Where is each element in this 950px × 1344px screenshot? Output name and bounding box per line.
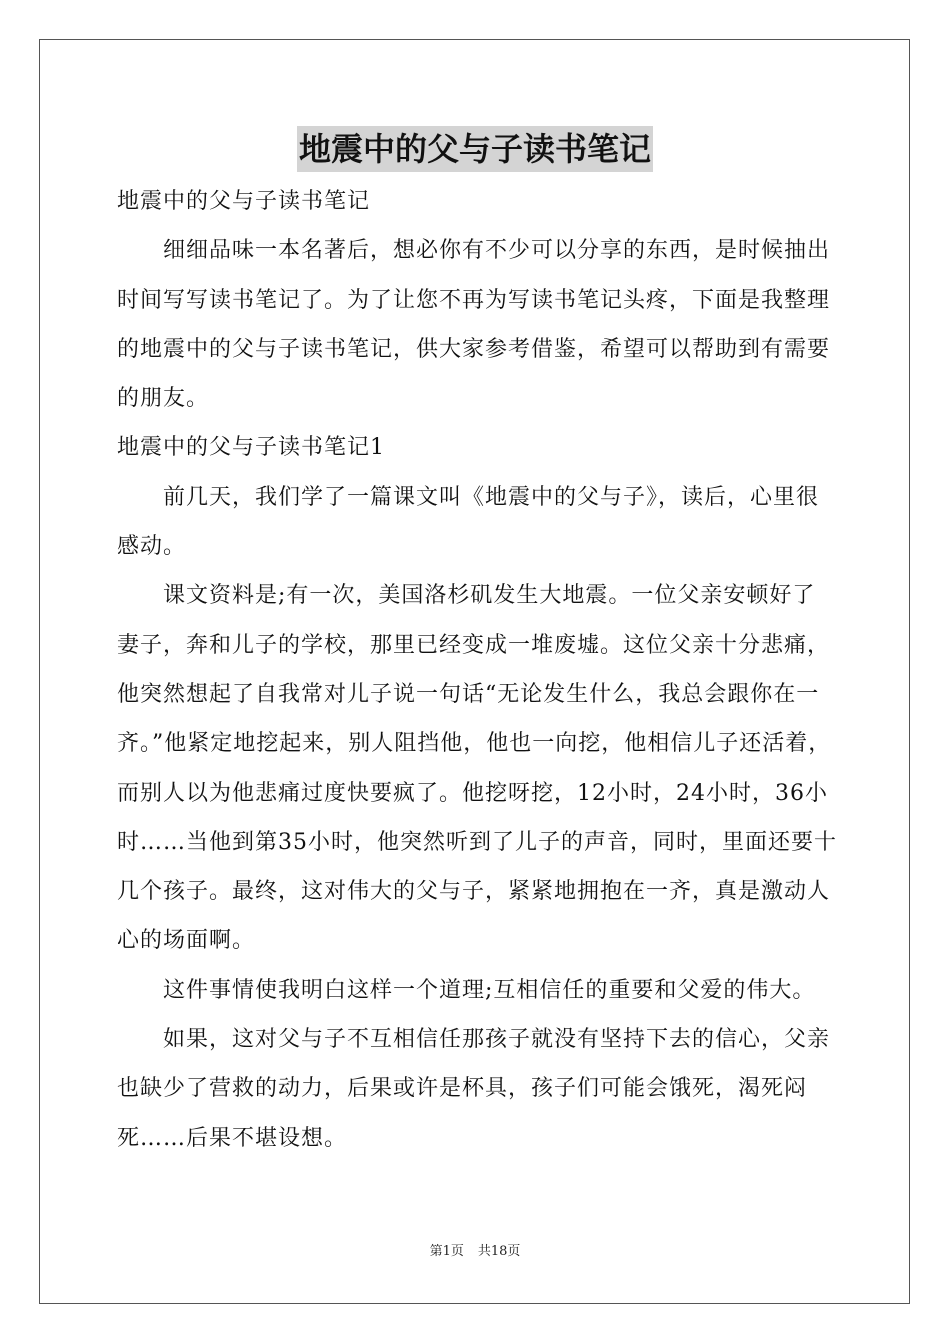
paragraph: 前几天，我们学了一篇课文叫《地震中的父与子》，读后，心里很感动。 [117, 484, 820, 560]
paragraph: 地震中的父与子读书笔记1 [117, 435, 385, 461]
document-title: 地震中的父与子读书笔记 [297, 126, 653, 172]
paragraph: 如果，这对父与子不互相信任那孩子就没有坚持下去的信心，父亲也缺少了营救的动力，后果或许是杯具，孩子们可能会饿死，渴死闷死……后果不堪设想。 [117, 1027, 831, 1151]
paragraph: 细细品味一本名著后，想必你有不少可以分享的东西，是时候抽出时间写写读书笔记了。为了让您不再为写读书笔记头疼，下面是我整理的地震中的父与子读书笔记，供大家参考借鉴，希望可以帮助到有需要的朋友。 [117, 238, 831, 412]
page-number: 第1页 [429, 1244, 464, 1259]
document-body [117, 177, 837, 1163]
paragraph: 地震中的父与子读书笔记 [117, 189, 371, 214]
title-area [0, 126, 950, 172]
paragraph: 这件事情使我明白这样一个道理;互相信任的重要和父爱的伟大。 [163, 977, 816, 1003]
total-pages: 共18页 [477, 1244, 521, 1259]
paragraph: 课文资料是;有一次，美国洛杉矶发生大地震。一位父亲安顿好了妻子，奔和儿子的学校，那里已经变成一堆废墟。这位父亲十分悲痛，他突然想起了自我常对儿子说一句话“无论发生什么，我总会跟你在一齐。”他紧定地挖起来，别人阻挡他，他也一向挖，他相信儿子还活着，而别人以为他悲痛过度快要疯了。他挖呀挖，12小时，24小时，36小时……当他到第35小时，他突然听到了儿子的声音，同时，里面还要十几个孩子。最终，这对伟大的父与子，紧紧地拥抱在一齐，真是激动人心的场面啊。 [117, 583, 837, 954]
page-footer [0, 1243, 950, 1261]
